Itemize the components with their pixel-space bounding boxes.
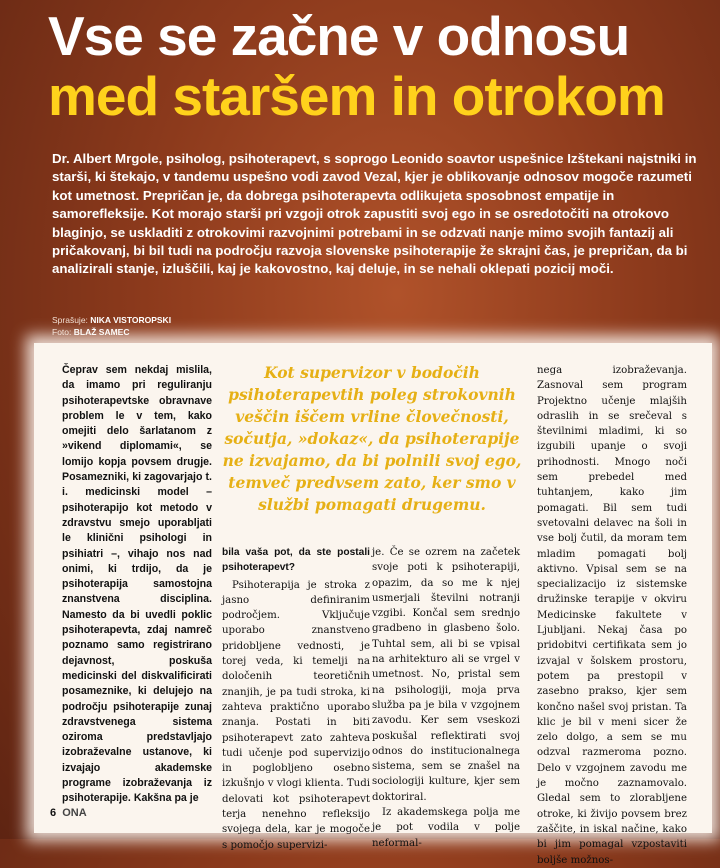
- pull-quote: Kot supervizor v bodočih psihoterapevtih poleg strokovnih veščin iščem vrline človečnosti, sočutja, »dokaz«, da psihoterapije ne izvajamo, da bi polnili svoj ego, temveč predvsem zato, ker smo v službi pomagati drugemu.: [222, 363, 522, 514]
- interviewer-credit: [52, 314, 171, 326]
- interviewer-name: NIKA VISTOROPSKI: [90, 315, 172, 325]
- column-2-text: Psihoterapija je stroka z jasno definiranim področjem. Vključuje uporabo znanstveno pridobljene vednosti, je torej veda, ki temelji na določenih teoretičnih znanjih, je pa tudi stroka, ki zahteva praktično uporabo znanja. Postati in biti psihoterapevt zato zahteva tudi učenje pod supervizijo in poglobljeno osebno izkušnjo v vlogi klienta. Tudi delovati kot psihoterapevt terja nenehno refleksijo svojega dela, kar je mogoče s pomočjo supervizi-: [222, 579, 370, 851]
- column-4-text: nega izobraževanja. Zasnoval sem program Projektno učenje mlajših odraslih in se srečeval s številnimi mladimi, ki so izgubili upanje o svoji prihodnosti. Mnogo noči sem prebedel med tuhtanjem, kako jim pomagati. Bil sem tudi svetovalni delavec na šoli in vse bolj čutil, da moram tem mladim pomagati bolj aktivno. Vpisal sem se na specializacijo iz sistemske družinske terapije v okviru Medicinske fakultete v Ljubljani. Nekaj časa po pridobitvi certifikata sem jo izvajal v šolskem prostoru, potem pa prestopil v zasebno prakso, kjer sem končno našel svoj pristan. Ta klic je bil v meni sicer že zelo dolgo, a sem se mu odzval razmeroma pozno. Delo v vzgojnem zavodu me je močno zaznamovalo. Gledal sem to zlorabljene otroke, ki živijo povsem brez zaščite, in iskal načine, kako bi jim pomagal vzpostaviti boljše možnos-: [537, 365, 687, 866]
- photo-credit: [52, 326, 171, 338]
- photo-label: Foto:: [52, 327, 72, 337]
- column-1-text: Čeprav sem nekdaj mislila, da imamo pri reguliranju psihoterapevtske obravnave problem le v tem, kako omejiti delo šarlatanom z »vikend diplomami«, se lomijo kopja povsem drugje. Posamezniki, ki zagovarjajo t. i. medicinski model – psihoterapijo kot metodo v zdravstvu smejo uporabljati le klinični psihologi in psihiatri –, vihajo nos nad onimi, ki trdijo, da je psihoterapija samostojna znanstvena disciplina. Namesto da bi uvedli poklic psihoterapevta, zdaj namreč poznamo samo registrirano dejavnost, poskuša medicinski del diskvalificirati posameznike, ki delujejo na področju psihoterapije zunaj zdravstvenega sistema oziroma predstavljajo izobraževalne ustanove, ki izvajajo akademske programe izobraževanja iz psihoterapije. Kakšna pa je: [62, 364, 212, 805]
- title-line-2: med staršem in otrokom: [48, 65, 665, 127]
- lead-paragraph: Dr. Albert Mrgole, psiholog, psihoterapevt, s soprogo Leonido soavtor uspešnice Izštekani najstniki in starši, ki štekajo, v tandemu uspešno vodi zavod Vezal, kjer je oblikovanje odnosov mogoče razumeti kot umetnost. Prepričan je, da dobrega psihoterapevta odlikujeta sposobnost empatije in samorefleksije. Kot morajo starši pri vzgoji otrok zapustiti svoj ego in se osredotočiti na otrokovo blaginjo, se uskladiti z otrokovimi razvojnimi potrebami in se odzvati nanje mimo svojih fantazij ali pričakovanj, bi bil tudi na področju razvoja slovenske psihoterapije že skrajni čas, je prepričan, da bi analizirali stanje, izluščili, kaj je kakovostno, kaj deluje, in se nehali oklepati pozicij moči.: [52, 151, 697, 277]
- photographer-name: BLAŽ SAMEC: [73, 327, 130, 337]
- column-4: [537, 363, 687, 868]
- column-1: [62, 363, 212, 807]
- interview-question: bila vaša pot, da ste postali psihoterapevt?: [222, 547, 370, 574]
- interviewer-label: Sprašuje:: [52, 315, 88, 325]
- column-2: [222, 545, 370, 853]
- column-3-paragraph-2: Iz akademskega polja me je pot vodila v polje neformal-: [372, 807, 520, 849]
- column-3: [372, 545, 520, 851]
- article-title: [48, 6, 708, 126]
- page-number: 6: [50, 807, 57, 819]
- credits: [52, 314, 171, 338]
- magazine-name: ONA: [62, 807, 87, 819]
- column-3-paragraph-1: je. Če se ozrem na začetek svoje poti k psihoterapiji, opazim, da so me k njej usmerjali številni notranji vzgibi. Končal sem srednjo gradbeno in glasbeno šolo. Tuhtal sem, ali bi se vpisal na arhitekturo ali se vrgel v umetnost. No, pristal sem na psihologiji, moja prva služba pa je bila v vzgojnem zavodu. Ker sem vseskozi poskušal reflektirati svoj odnos do institucionalnega sistema, sem se znašel na sociologiji kulture, kjer sem doktoriral.: [372, 547, 520, 803]
- page-folio: [50, 807, 87, 819]
- title-line-1: Vse se začne v odnosu: [48, 5, 630, 67]
